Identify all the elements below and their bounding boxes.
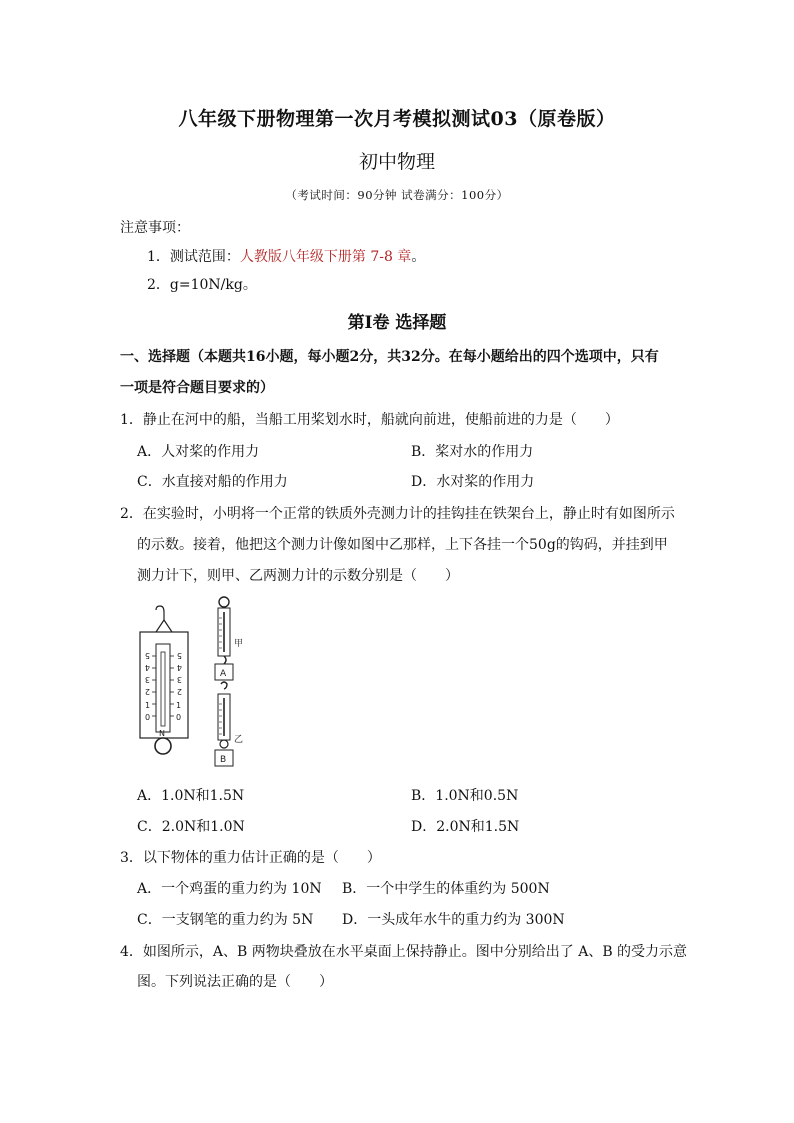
scale-unit-label: N xyxy=(159,729,165,738)
scale-right-label: 3 xyxy=(176,675,182,684)
scale-right-label: 5 xyxy=(176,651,182,660)
note-item-1 xyxy=(147,246,425,266)
question-2-option-d: D．2.0N和1.5N xyxy=(411,819,520,835)
scale-left-label: 2 xyxy=(144,687,150,696)
scale-right-label: 4 xyxy=(176,663,182,672)
label-jia: 甲 xyxy=(234,639,244,649)
exam-info: （考试时间：90分钟 试卷满分：100分） xyxy=(285,188,509,202)
scale-left-label: 4 xyxy=(144,663,150,672)
label-yi: 乙 xyxy=(234,735,244,745)
notes-heading: 注意事项： xyxy=(120,220,190,236)
hook-jia-icon xyxy=(224,656,226,664)
scale-left-label: 3 xyxy=(144,675,150,684)
scale-left-label: 0 xyxy=(145,713,151,722)
question-1-option-a: A．人对桨的作用力 xyxy=(137,444,260,460)
ring-yi-icon xyxy=(220,740,228,748)
block-a-label: A xyxy=(220,669,227,679)
question-3-option-a: A．一个鸡蛋的重力约为 10N xyxy=(137,881,322,897)
page-subtitle: 初中物理 xyxy=(358,151,435,173)
note-item-1-suffix: 。 xyxy=(411,249,426,265)
question-1-stem: 1．静止在河中的船，当船工用桨划水时，船就向前进，使船前进的力是（ ） xyxy=(120,412,619,428)
question-1-option-c: C．水直接对船的作用力 xyxy=(137,474,288,490)
question-3-option-b: B．一个中学生的体重约为 500N xyxy=(342,881,550,897)
question-2-option-c: C．2.0N和1.0N xyxy=(137,819,245,835)
note-item-2: 2．g=10N/kg。 xyxy=(147,277,257,293)
bottom-ring-icon xyxy=(155,738,171,754)
question-4-stem-line-2: 图。下列说法正确的是（ ） xyxy=(137,974,333,990)
top-hook-icon xyxy=(156,606,164,620)
question-1-option-d: D．水对桨的作用力 xyxy=(411,474,535,490)
spring-rod xyxy=(161,652,165,726)
section-instruction-line-1: 一、选择题（本题共16小题，每小题2分，共32分。在每小题给出的四个选项中，只有 xyxy=(120,349,659,365)
question-2-stem-line-3: 测力计下，则甲、乙两测力计的示数分别是（ ） xyxy=(137,568,459,584)
scale-right-label: 0 xyxy=(176,713,182,722)
block-b-label: B xyxy=(220,755,227,765)
hook-a-icon xyxy=(221,682,227,689)
hanger-icon xyxy=(156,620,172,632)
page-title: 八年级下册物理第一次月考模拟测试03（原卷版） xyxy=(178,108,616,130)
question-4-stem-line-1: 4．如图所示，A、B 两物块叠放在水平桌面上保持静止。图中分别给出了 A、B 的受力示意 xyxy=(120,944,688,960)
scale-left-label: 1 xyxy=(145,701,151,710)
question-3-option-d: D．一头成年水牛的重力约为 300N xyxy=(342,912,565,928)
section-instruction-line-2: 一项是符合题目要求的） xyxy=(120,380,274,396)
question-3-option-c: C．一支钢笔的重力约为 5N xyxy=(137,912,314,928)
scale-right-label: 1 xyxy=(176,701,182,710)
note-item-1-prefix: 1．测试范围： xyxy=(147,249,240,265)
question-2-option-b: B．1.0N和0.5N xyxy=(411,788,519,804)
section-title: 第Ⅰ卷 选择题 xyxy=(347,313,447,333)
question-2-option-a: A．1.0N和1.5N xyxy=(137,788,245,804)
scale-right-label: 2 xyxy=(176,687,182,696)
scale-left-label: 5 xyxy=(144,651,150,660)
question-2-stem-line-1: 2．在实验时，小明将一个正常的铁质外壳测力计的挂钩挂在铁架台上，静止时有如图所示 xyxy=(120,506,675,522)
question-1-option-b: B．桨对水的作用力 xyxy=(411,444,534,460)
spring-scale-figure xyxy=(130,594,260,774)
question-2-stem-line-2: 的示数。接着，他把这个测力计像如图中乙那样，上下各挂一个50g的钩码，并挂到甲 xyxy=(137,537,668,553)
top-ring-icon xyxy=(219,597,229,607)
note-item-1-scope: 人教版八年级下册第 7-8 章 xyxy=(239,249,412,265)
question-3-stem: 3．以下物体的重力估计正确的是（ ） xyxy=(120,850,381,866)
